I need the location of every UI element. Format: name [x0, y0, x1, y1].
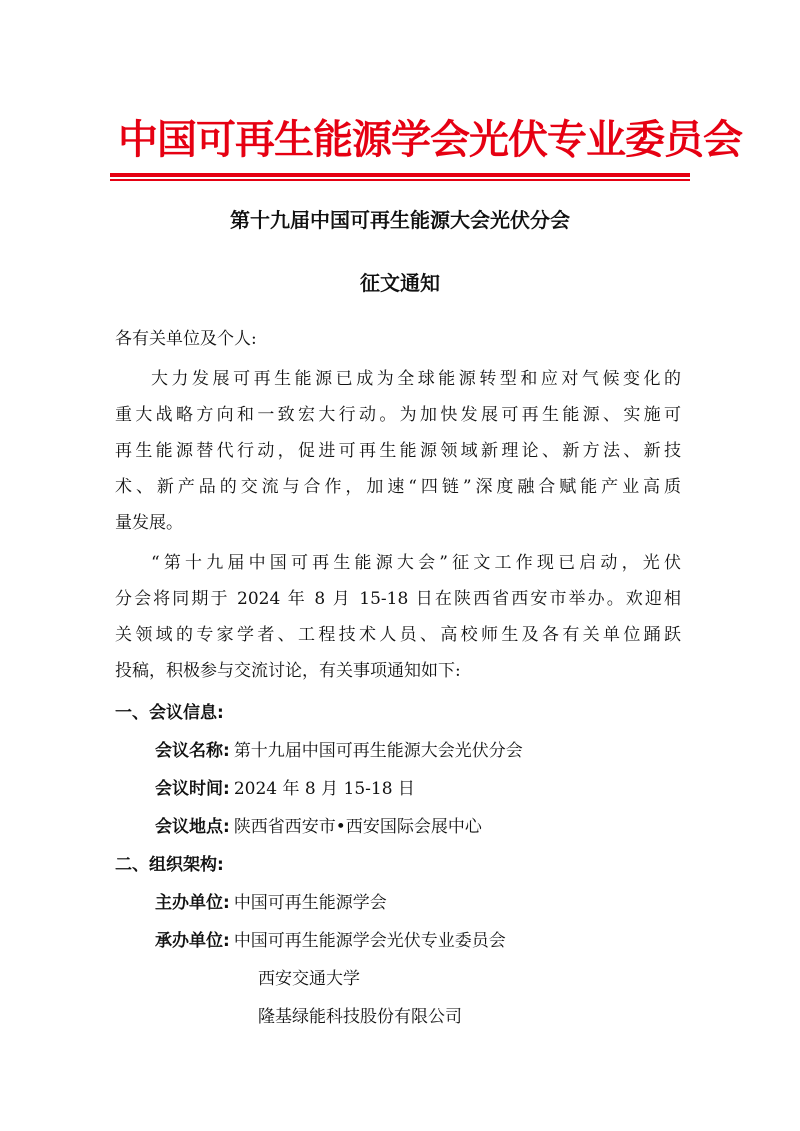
info-label: 会议地点: [155, 817, 230, 837]
organization-header: 中国可再生能源学会光伏专业委员会 [118, 117, 742, 163]
header-rule-thin [110, 179, 690, 181]
info-row [155, 886, 387, 920]
document-subtitle: 征文通知 [360, 271, 440, 295]
info-row [155, 924, 506, 958]
info-row [155, 734, 523, 768]
info-value: 中国可再生能源学会光伏专业委员会 [233, 931, 506, 951]
info-value: 陕西省西安市•西安国际会展中心 [233, 817, 482, 837]
paragraph-line: 术、新产品的交流与合作，加速“四链”深度融合赋能产业高质 [115, 477, 681, 497]
paragraph-line: 重大战略方向和一致宏大行动。为加快发展可再生能源、实施可 [115, 405, 681, 425]
document-title: 第十九届中国可再生能源大会光伏分会 [230, 208, 570, 232]
header-rule-thick [110, 173, 690, 177]
info-row [155, 810, 482, 844]
info-value: 2024 年 8 月 15-18 日 [233, 779, 415, 799]
paragraph-line: 大力发展可再生能源已成为全球能源转型和应对气候变化的 [151, 369, 681, 389]
info-value: 第十九届中国可再生能源大会光伏分会 [233, 741, 523, 761]
info-value: 中国可再生能源学会 [233, 893, 387, 913]
info-value-continued: 隆基绿能科技股份有限公司 [258, 1007, 462, 1027]
paragraph-line: 再生能源替代行动，促进可再生能源领域新理论、新方法、新技 [115, 441, 681, 461]
info-value-continued: 西安交通大学 [258, 969, 360, 989]
paragraph-line: “第十九届中国可再生能源大会”征文工作现已启动，光伏 [151, 553, 681, 573]
paragraph-line: 关领域的专家学者、工程技术人员、高校师生及各有关单位踊跃 [115, 625, 681, 645]
info-row [155, 772, 415, 806]
info-label: 会议时间: [155, 779, 230, 799]
info-label: 会议名称: [155, 741, 230, 761]
section-heading: 二、组织架构: [115, 855, 224, 875]
info-label: 承办单位: [155, 931, 230, 951]
paragraph-line: 投稿，积极参与交流讨论，有关事项通知如下: [115, 661, 461, 681]
paragraph-line: 量发展。 [115, 513, 183, 533]
info-label: 主办单位: [155, 893, 230, 913]
section-heading: 一、会议信息: [115, 703, 224, 723]
salutation: 各有关单位及个人: [115, 329, 257, 349]
paragraph-line: 分会将同期于 2024 年 8 月 15-18 日在陕西省西安市举办。欢迎相 [115, 589, 681, 609]
